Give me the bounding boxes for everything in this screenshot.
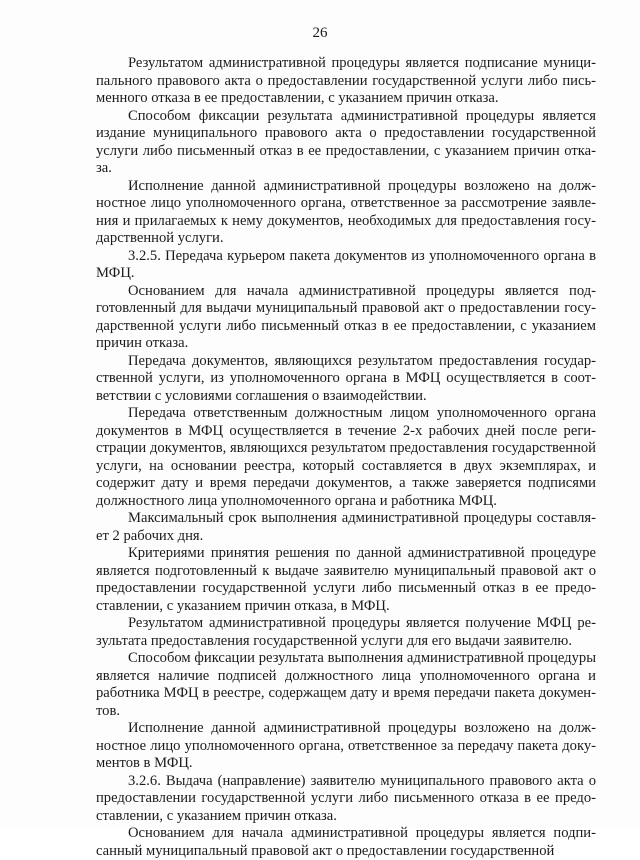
- paragraph: Способом фиксации результата административной процедуры является издание муниципального правового акта о предоставлении государственной услуги либо письменный отказ в ее предоставлении, с указанием причин отказа.: [96, 107, 596, 176]
- paragraph: Максимальный срок выполнения административной процедуры составляет 2 рабочих дня.: [96, 510, 596, 544]
- paragraph: Передача документов, являющихся результатом предоставления государственной услуги, из уполномоченного органа в МФЦ осуществляется в соответствии с условиями соглашения о взаимодействии.: [96, 352, 596, 404]
- paragraph: Критериями принятия решения по данной административной процедуре является подготовленный к выдаче заявителю муниципальный правовой акт о предоставлении государственной услуги либо письменный отказ в ее предоставлении, с указанием причин отказа, в МФЦ.: [96, 545, 596, 614]
- paragraph: Исполнение данной административной процедуры возложено на должностное лицо уполномоченного органа, ответственное за передачу пакета документов в МФЦ.: [96, 720, 596, 771]
- document-body: [96, 55, 596, 860]
- paragraph: Результатом административной процедуры является получение МФЦ результата предоставления государственной услуги для его выдачи заявителю.: [96, 615, 596, 649]
- paragraph: Способом фиксации результата выполнения административной процедуры является наличие подписей должностного лица уполномоченного органа и работника МФЦ в реестре, содержащем дату и время передачи пакета документов.: [96, 650, 596, 719]
- section-heading: 3.2.5. Передача курьером пакета документов из уполномоченного органа в МФЦ.: [96, 247, 596, 281]
- paragraph: Основанием для начала административной процедуры является подготовленный для выдачи муниципальный правовой акт о предоставлении государственной услуги либо письменный отказ в ее предоставлении, с указанием причин отказа.: [96, 282, 596, 351]
- paragraph: Результатом административной процедуры является подписание муниципального правового акта о предоставлении государственной услуги либо письменного отказа в ее предоставлении, с указанием причин отказа.: [96, 55, 596, 106]
- page-number: 26: [312, 25, 328, 41]
- paragraph: Основанием для начала административной процедуры является подписанный муниципальный правовой акт о предоставлении государственной: [96, 825, 596, 859]
- section-heading: 3.2.6. Выдача (направление) заявителю муниципального правового акта о предоставлении государственной услуги либо письменного отказа в ее предоставлении, с указанием причин отказа.: [96, 772, 596, 824]
- paragraph: Передача ответственным должностным лицом уполномоченного органа документов в МФЦ осуществляется в течение 2-х рабочих дней после регистрации документов, являющихся результатом предоставления государственной услуги, на основании реестра, который составляется в двух экземплярах, и содержит дату и время передачи документов, а также заверяется подписями должностного лица уполномоченного органа и работника МФЦ.: [96, 405, 596, 509]
- paragraph: Исполнение данной административной процедуры возложено на должностное лицо уполномоченного органа, ответственное за рассмотрение заявления и прилагаемых к нему документов, необходимых для предоставления государственной услуги.: [96, 177, 596, 246]
